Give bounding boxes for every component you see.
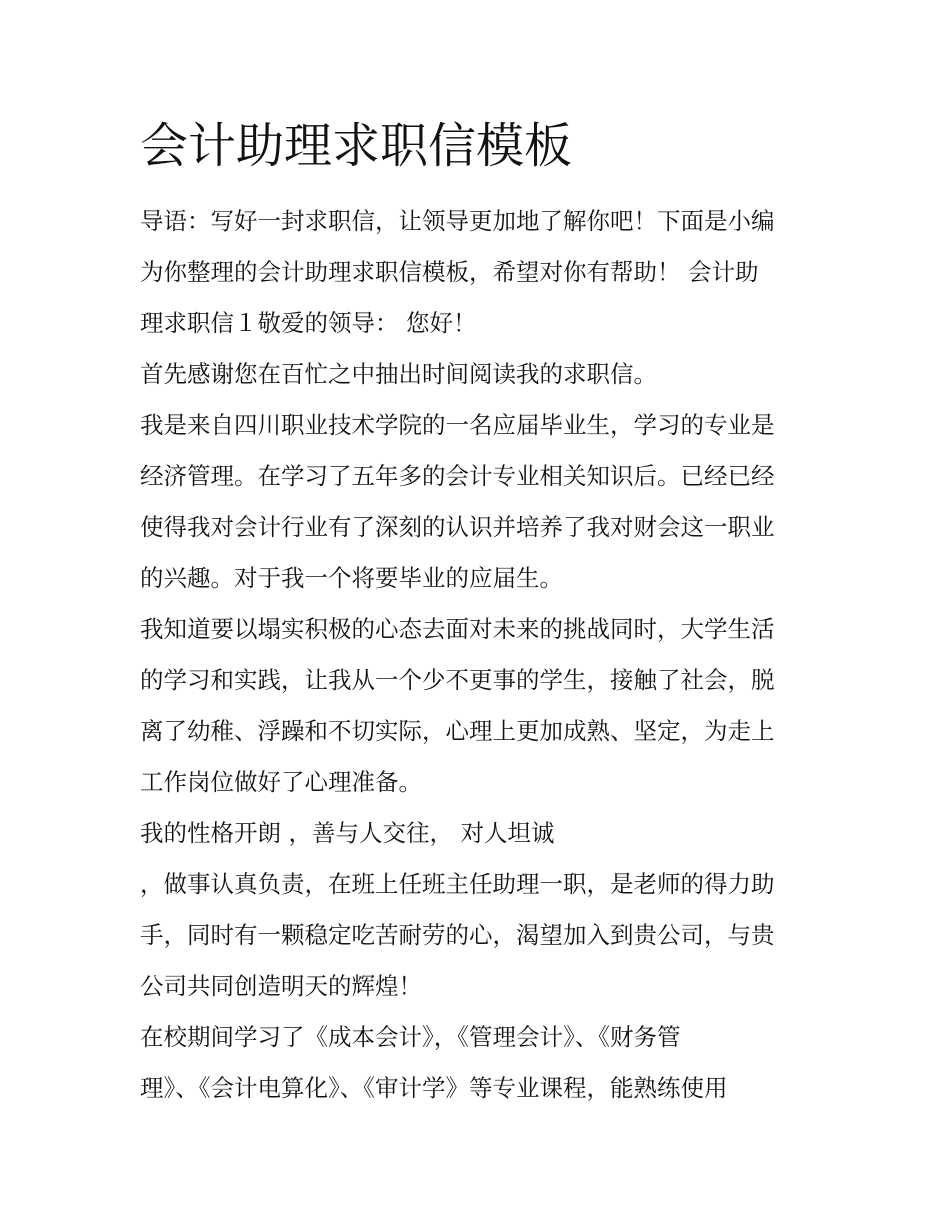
- body-line: 为你整理的会计助理求职信模板，希望对你有帮助！ 会计助: [140, 258, 759, 286]
- body-line: 在校期间学习了《成本会计》，《管理会计》、《财务管: [140, 1023, 681, 1051]
- body-line: 的兴趣。对于我一个将要毕业的应届生。: [140, 564, 563, 592]
- body-line: 理》、《会计电算化》、《审计学》等专业课程，能熟练使用: [140, 1074, 728, 1102]
- body-line: 我知道要以塌实积极的心态去面对未来的挑战同时，大学生活: [140, 615, 775, 643]
- body-line: 手，同时有一颗稳定吃苦耐劳的心，渴望加入到贵公司，与贵: [140, 921, 775, 949]
- document-title: 会计助理求职信模板: [140, 118, 573, 174]
- document-body: [140, 196, 820, 1114]
- body-line: 理求职信１敬爱的领导： 您好！: [140, 309, 477, 337]
- body-line: 的学习和实践，让我从一个少不更事的学生，接触了社会，脱: [140, 666, 775, 694]
- body-line: 首先感谢您在百忙之中抽出时间阅读我的求职信。: [140, 360, 657, 388]
- body-line: ，做事认真负责，在班上任班主任助理一职，是老师的得力助: [140, 870, 775, 898]
- body-line: 工作岗位做好了心理准备。: [140, 768, 422, 796]
- body-line: 使得我对会计行业有了深刻的认识并培养了我对财会这一职业: [140, 513, 775, 541]
- body-line: 经济管理。在学习了五年多的会计专业相关知识后。已经已经: [140, 462, 775, 490]
- body-line: 我的性格开朗 ，善与人交往， 对人坦诚: [140, 819, 555, 847]
- body-line: 离了幼稚、浮躁和不切实际，心理上更加成熟、坚定，为走上: [140, 717, 775, 745]
- body-line: 我是来自四川职业技术学院的一名应届毕业生，学习的专业是: [140, 411, 775, 439]
- body-line: 公司共同创造明天的辉煌！: [140, 972, 422, 1000]
- body-line: 导语：写好一封求职信，让领导更加地了解你吧！下面是小编: [140, 207, 775, 235]
